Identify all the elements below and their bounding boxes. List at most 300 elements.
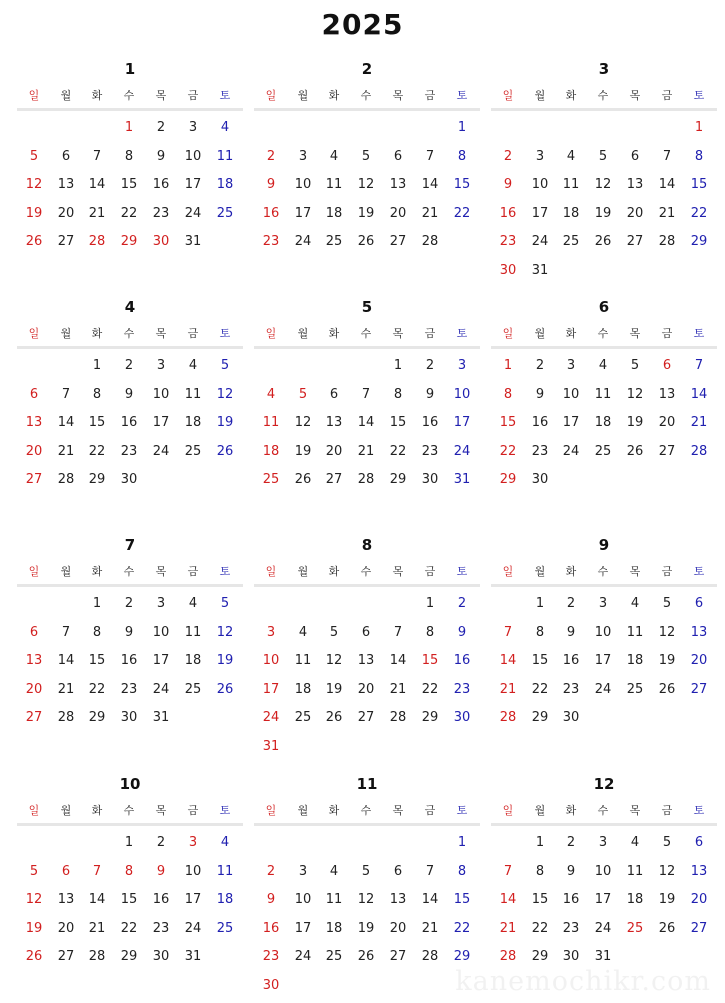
weekday-header: 월 <box>297 327 309 340</box>
day-cell: 15 <box>531 892 549 907</box>
day-cell: 2 <box>457 596 467 611</box>
day-cell: 15 <box>120 892 138 907</box>
weekday-header: 목 <box>392 804 404 817</box>
weekday-header: 토 <box>456 89 468 102</box>
day-cell: 30 <box>421 472 439 487</box>
day-cell: 19 <box>25 205 43 221</box>
day-cell: 19 <box>25 920 43 936</box>
day-cell: 20 <box>626 205 644 221</box>
weekday-header: 토 <box>456 565 468 578</box>
day-cell: 24 <box>184 920 202 936</box>
day-cell: 6 <box>694 835 704 850</box>
day-cell: 11 <box>325 892 343 907</box>
day-cell: 3 <box>457 358 467 373</box>
weekday-header: 금 <box>424 327 436 340</box>
weekday-header: 일 <box>28 327 40 340</box>
header-divider <box>17 584 243 587</box>
day-cell: 23 <box>262 949 280 964</box>
weekday-header: 화 <box>328 327 340 340</box>
day-cell: 10 <box>594 624 612 640</box>
day-cell: 18 <box>626 653 644 668</box>
day-cell: 11 <box>216 863 234 879</box>
day-cell: 1 <box>503 358 513 373</box>
day-cell: 19 <box>658 892 676 907</box>
day-cell: 16 <box>499 205 517 221</box>
day-cell: 21 <box>57 443 75 459</box>
day-cell: 7 <box>61 624 71 640</box>
day-cell: 18 <box>562 205 580 221</box>
day-cell: 20 <box>325 443 343 459</box>
weekday-header: 일 <box>265 804 277 817</box>
day-cell: 23 <box>499 234 517 249</box>
day-cell: 1 <box>92 358 102 373</box>
day-cell: 1 <box>694 120 704 135</box>
day-cell: 20 <box>57 205 75 221</box>
day-cell: 4 <box>266 386 276 402</box>
day-cell: 15 <box>453 892 471 907</box>
day-cell: 30 <box>453 710 471 725</box>
day-cell: 26 <box>325 710 343 725</box>
day-cell: 15 <box>421 653 439 668</box>
day-cell: 6 <box>393 148 403 164</box>
day-cell: 20 <box>658 415 676 430</box>
day-cell: 22 <box>120 205 138 221</box>
weekday-header: 수 <box>597 565 609 578</box>
day-cell: 25 <box>184 443 202 459</box>
day-cell: 23 <box>262 234 280 249</box>
day-cell: 6 <box>361 624 371 640</box>
day-cell: 11 <box>594 386 612 402</box>
day-cell: 7 <box>92 148 102 164</box>
day-cell: 24 <box>152 681 170 697</box>
day-cell: 23 <box>152 205 170 221</box>
day-cell: 27 <box>25 472 43 487</box>
day-cell: 29 <box>531 710 549 725</box>
header-divider <box>17 823 243 826</box>
day-cell: 13 <box>690 624 708 640</box>
weekday-header: 수 <box>360 565 372 578</box>
weekday-header: 수 <box>360 89 372 102</box>
day-cell: 19 <box>594 205 612 221</box>
day-cell: 25 <box>262 472 280 487</box>
day-cell: 19 <box>658 653 676 668</box>
day-cell: 4 <box>630 835 640 850</box>
weekday-header: 월 <box>297 565 309 578</box>
header-divider <box>254 584 480 587</box>
day-cell: 30 <box>531 472 549 487</box>
weekday-header: 토 <box>693 565 705 578</box>
day-cell: 29 <box>499 472 517 487</box>
day-cell: 20 <box>57 920 75 936</box>
day-cell: 11 <box>626 863 644 879</box>
weekday-header: 토 <box>693 804 705 817</box>
day-cell: 9 <box>156 148 166 164</box>
day-cell: 2 <box>566 596 576 611</box>
day-cell: 14 <box>389 653 407 668</box>
day-cell: 29 <box>88 710 106 725</box>
day-cell: 8 <box>503 386 513 402</box>
day-cell: 18 <box>294 681 312 697</box>
month-title: 4 <box>124 298 136 316</box>
day-cell: 2 <box>266 148 276 164</box>
day-cell: 30 <box>120 472 138 487</box>
day-cell: 15 <box>88 415 106 430</box>
day-cell: 19 <box>216 653 234 668</box>
day-cell: 24 <box>594 920 612 936</box>
day-cell: 5 <box>361 148 371 164</box>
day-cell: 29 <box>453 949 471 964</box>
day-cell: 5 <box>220 358 230 373</box>
weekday-header: 목 <box>629 89 641 102</box>
day-cell: 23 <box>531 443 549 459</box>
day-cell: 9 <box>266 892 276 907</box>
header-divider <box>17 346 243 349</box>
weekday-header: 화 <box>565 565 577 578</box>
day-cell: 19 <box>216 415 234 430</box>
day-cell: 27 <box>690 681 708 697</box>
day-cell: 5 <box>298 386 308 402</box>
day-cell: 24 <box>184 205 202 221</box>
day-cell: 15 <box>499 415 517 430</box>
month-title: 9 <box>598 536 610 554</box>
day-cell: 30 <box>152 949 170 964</box>
day-cell: 1 <box>124 120 134 135</box>
day-cell: 21 <box>88 205 106 221</box>
day-cell: 18 <box>184 415 202 430</box>
day-cell: 11 <box>262 415 280 430</box>
day-cell: 22 <box>88 443 106 459</box>
day-cell: 23 <box>562 920 580 936</box>
day-cell: 7 <box>361 386 371 402</box>
day-cell: 14 <box>57 653 75 668</box>
day-cell: 20 <box>690 892 708 907</box>
day-cell: 31 <box>152 710 170 725</box>
day-cell: 16 <box>421 415 439 430</box>
day-cell: 27 <box>658 443 676 459</box>
header-divider <box>254 346 480 349</box>
day-cell: 30 <box>499 262 517 278</box>
day-cell: 29 <box>120 234 138 249</box>
day-cell: 18 <box>216 177 234 192</box>
day-cell: 28 <box>499 949 517 964</box>
day-cell: 10 <box>453 386 471 402</box>
day-cell: 27 <box>389 234 407 249</box>
day-cell: 27 <box>57 234 75 249</box>
day-cell: 2 <box>156 835 166 850</box>
day-cell: 9 <box>566 624 576 640</box>
weekday-header: 화 <box>565 89 577 102</box>
day-cell: 24 <box>262 710 280 725</box>
day-cell: 13 <box>658 386 676 402</box>
day-cell: 23 <box>421 443 439 459</box>
day-cell: 18 <box>184 653 202 668</box>
day-cell: 25 <box>626 681 644 697</box>
day-cell: 16 <box>531 415 549 430</box>
day-cell: 26 <box>216 681 234 697</box>
day-cell: 8 <box>694 148 704 164</box>
day-cell: 17 <box>562 415 580 430</box>
day-cell: 8 <box>425 624 435 640</box>
weekday-header: 일 <box>265 565 277 578</box>
day-cell: 17 <box>531 205 549 221</box>
day-cell: 21 <box>421 920 439 936</box>
day-cell: 28 <box>421 234 439 249</box>
month-title: 8 <box>361 536 373 554</box>
day-cell: 12 <box>294 415 312 430</box>
day-cell: 26 <box>25 234 43 249</box>
day-cell: 30 <box>262 977 280 993</box>
day-cell: 13 <box>325 415 343 430</box>
weekday-header: 화 <box>328 565 340 578</box>
day-cell: 17 <box>184 177 202 192</box>
day-cell: 16 <box>453 653 471 668</box>
day-cell: 10 <box>531 177 549 192</box>
day-cell: 25 <box>216 920 234 936</box>
day-cell: 3 <box>156 596 166 611</box>
weekday-header: 목 <box>155 89 167 102</box>
day-cell: 20 <box>389 920 407 936</box>
day-cell: 10 <box>562 386 580 402</box>
day-cell: 26 <box>294 472 312 487</box>
day-cell: 9 <box>124 386 134 402</box>
day-cell: 6 <box>662 358 672 373</box>
day-cell: 12 <box>658 624 676 640</box>
weekday-header: 토 <box>456 327 468 340</box>
day-cell: 23 <box>453 681 471 697</box>
day-cell: 12 <box>216 624 234 640</box>
day-cell: 2 <box>124 358 134 373</box>
day-cell: 15 <box>389 415 407 430</box>
day-cell: 10 <box>594 863 612 879</box>
weekday-header: 일 <box>502 89 514 102</box>
day-cell: 7 <box>92 863 102 879</box>
day-cell: 16 <box>152 177 170 192</box>
day-cell: 18 <box>594 415 612 430</box>
month-title: 6 <box>598 298 610 316</box>
day-cell: 12 <box>626 386 644 402</box>
day-cell: 17 <box>294 205 312 221</box>
weekday-header: 금 <box>424 804 436 817</box>
weekday-header: 수 <box>123 804 135 817</box>
header-divider <box>17 108 243 111</box>
day-cell: 16 <box>152 892 170 907</box>
day-cell: 11 <box>562 177 580 192</box>
day-cell: 30 <box>120 710 138 725</box>
day-cell: 17 <box>152 653 170 668</box>
day-cell: 8 <box>457 148 467 164</box>
day-cell: 15 <box>453 177 471 192</box>
day-cell: 18 <box>325 205 343 221</box>
weekday-header: 목 <box>629 565 641 578</box>
weekday-header: 목 <box>392 89 404 102</box>
day-cell: 14 <box>658 177 676 192</box>
day-cell: 8 <box>393 386 403 402</box>
day-cell: 6 <box>630 148 640 164</box>
day-cell: 22 <box>120 920 138 936</box>
day-cell: 23 <box>120 681 138 697</box>
day-cell: 2 <box>425 358 435 373</box>
weekday-header: 금 <box>661 804 673 817</box>
day-cell: 9 <box>457 624 467 640</box>
header-divider <box>491 108 717 111</box>
weekday-header: 수 <box>597 89 609 102</box>
weekday-header: 화 <box>91 804 103 817</box>
day-cell: 26 <box>216 443 234 459</box>
day-cell: 28 <box>357 472 375 487</box>
day-cell: 16 <box>562 892 580 907</box>
weekday-header: 화 <box>328 804 340 817</box>
day-cell: 28 <box>57 472 75 487</box>
day-cell: 25 <box>594 443 612 459</box>
day-cell: 3 <box>598 835 608 850</box>
weekday-header: 금 <box>187 565 199 578</box>
day-cell: 20 <box>357 681 375 697</box>
weekday-header: 금 <box>661 565 673 578</box>
day-cell: 24 <box>294 234 312 249</box>
day-cell: 14 <box>499 892 517 907</box>
day-cell: 5 <box>29 148 39 164</box>
day-cell: 15 <box>88 653 106 668</box>
day-cell: 22 <box>453 920 471 936</box>
weekday-header: 화 <box>328 89 340 102</box>
day-cell: 21 <box>88 920 106 936</box>
month-title: 10 <box>119 775 141 793</box>
day-cell: 13 <box>389 892 407 907</box>
day-cell: 11 <box>325 177 343 192</box>
day-cell: 11 <box>184 386 202 402</box>
day-cell: 11 <box>626 624 644 640</box>
day-cell: 16 <box>120 653 138 668</box>
day-cell: 24 <box>594 681 612 697</box>
day-cell: 18 <box>325 920 343 936</box>
day-cell: 23 <box>152 920 170 936</box>
day-cell: 29 <box>88 472 106 487</box>
day-cell: 1 <box>457 120 467 135</box>
day-cell: 8 <box>535 624 545 640</box>
day-cell: 14 <box>88 177 106 192</box>
day-cell: 26 <box>658 920 676 936</box>
day-cell: 25 <box>562 234 580 249</box>
day-cell: 14 <box>88 892 106 907</box>
day-cell: 8 <box>457 863 467 879</box>
weekday-header: 토 <box>219 89 231 102</box>
day-cell: 7 <box>425 863 435 879</box>
day-cell: 18 <box>626 892 644 907</box>
day-cell: 10 <box>152 624 170 640</box>
day-cell: 21 <box>421 205 439 221</box>
day-cell: 31 <box>531 262 549 278</box>
weekday-header: 목 <box>155 565 167 578</box>
day-cell: 15 <box>690 177 708 192</box>
day-cell: 22 <box>690 205 708 221</box>
day-cell: 26 <box>658 681 676 697</box>
day-cell: 13 <box>57 177 75 192</box>
day-cell: 25 <box>216 205 234 221</box>
weekday-header: 월 <box>60 327 72 340</box>
day-cell: 17 <box>594 892 612 907</box>
day-cell: 29 <box>120 949 138 964</box>
day-cell: 31 <box>262 738 280 754</box>
day-cell: 26 <box>626 443 644 459</box>
day-cell: 3 <box>266 624 276 640</box>
day-cell: 8 <box>124 863 134 879</box>
day-cell: 21 <box>389 681 407 697</box>
day-cell: 25 <box>325 949 343 964</box>
day-cell: 28 <box>658 234 676 249</box>
day-cell: 3 <box>298 863 308 879</box>
day-cell: 17 <box>152 415 170 430</box>
weekday-header: 화 <box>565 804 577 817</box>
day-cell: 5 <box>662 596 672 611</box>
weekday-header: 수 <box>123 89 135 102</box>
day-cell: 17 <box>262 681 280 697</box>
day-cell: 27 <box>57 949 75 964</box>
day-cell: 26 <box>594 234 612 249</box>
day-cell: 21 <box>658 205 676 221</box>
day-cell: 10 <box>184 863 202 879</box>
day-cell: 9 <box>425 386 435 402</box>
day-cell: 21 <box>57 681 75 697</box>
day-cell: 16 <box>262 920 280 936</box>
day-cell: 20 <box>389 205 407 221</box>
weekday-header: 금 <box>187 804 199 817</box>
day-cell: 23 <box>562 681 580 697</box>
day-cell: 12 <box>357 177 375 192</box>
day-cell: 29 <box>389 472 407 487</box>
month-title: 5 <box>361 298 373 316</box>
day-cell: 28 <box>499 710 517 725</box>
day-cell: 1 <box>535 835 545 850</box>
day-cell: 20 <box>25 681 43 697</box>
day-cell: 22 <box>531 681 549 697</box>
day-cell: 30 <box>152 234 170 249</box>
day-cell: 27 <box>626 234 644 249</box>
day-cell: 31 <box>594 949 612 964</box>
day-cell: 16 <box>120 415 138 430</box>
day-cell: 9 <box>503 177 513 192</box>
day-cell: 21 <box>357 443 375 459</box>
day-cell: 4 <box>329 863 339 879</box>
weekday-header: 수 <box>597 327 609 340</box>
day-cell: 6 <box>29 624 39 640</box>
day-cell: 24 <box>531 234 549 249</box>
day-cell: 31 <box>184 234 202 249</box>
day-cell: 3 <box>188 835 198 850</box>
day-cell: 12 <box>25 177 43 192</box>
day-cell: 27 <box>690 920 708 936</box>
weekday-header: 월 <box>60 565 72 578</box>
weekday-header: 수 <box>123 565 135 578</box>
day-cell: 4 <box>188 596 198 611</box>
weekday-header: 일 <box>28 89 40 102</box>
day-cell: 18 <box>262 443 280 459</box>
day-cell: 17 <box>594 653 612 668</box>
weekday-header: 월 <box>534 804 546 817</box>
day-cell: 6 <box>61 863 71 879</box>
header-divider <box>491 823 717 826</box>
weekday-header: 금 <box>661 89 673 102</box>
day-cell: 1 <box>457 835 467 850</box>
day-cell: 2 <box>503 148 513 164</box>
day-cell: 12 <box>594 177 612 192</box>
header-divider <box>254 823 480 826</box>
day-cell: 18 <box>216 892 234 907</box>
day-cell: 6 <box>329 386 339 402</box>
day-cell: 21 <box>690 415 708 430</box>
weekday-header: 토 <box>693 89 705 102</box>
day-cell: 10 <box>294 177 312 192</box>
weekday-header: 목 <box>155 327 167 340</box>
